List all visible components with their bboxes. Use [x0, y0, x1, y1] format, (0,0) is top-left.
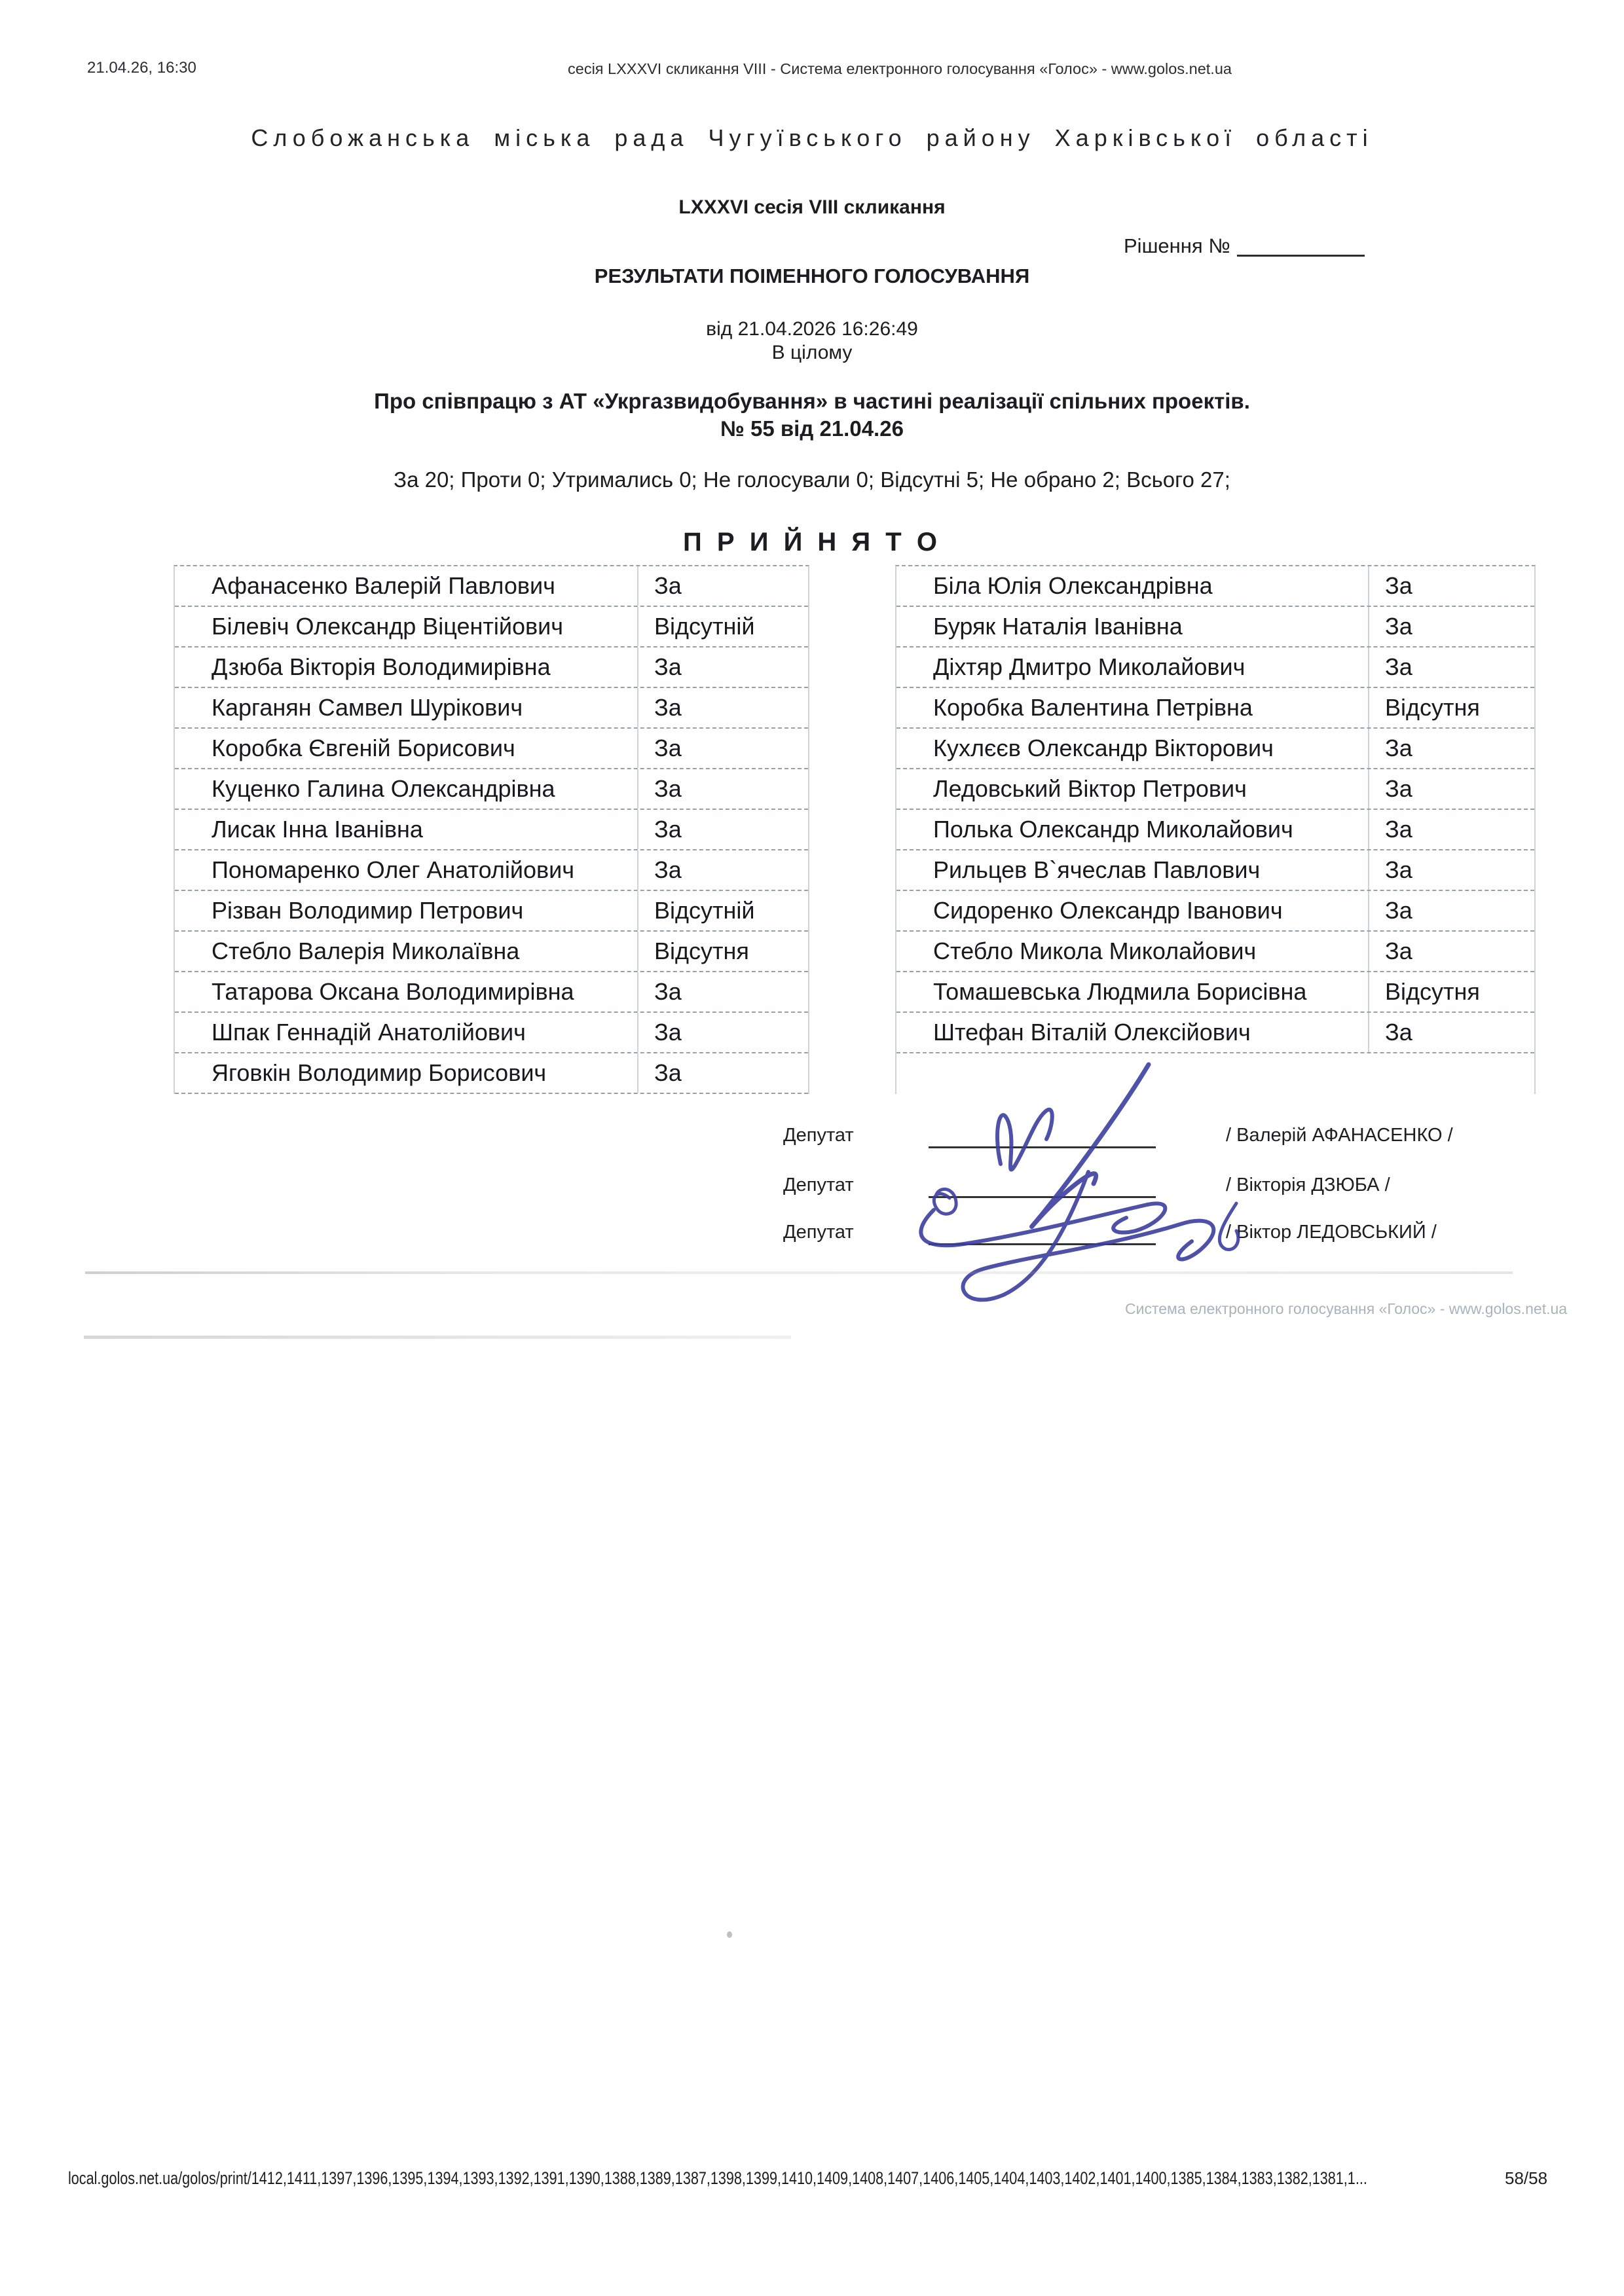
- vote-value: За: [637, 769, 808, 809]
- vote-value: Відсутній: [637, 607, 808, 646]
- deputy-name: Ледовський Віктор Петрович: [933, 775, 1247, 802]
- subject-line-1: Про співпрацю з АТ «Укргазвидобування» в частині реалізації спільних проектів.: [374, 389, 1250, 413]
- deputy-name: Полька Олександр Миколайович: [933, 816, 1293, 843]
- deputy-name: Яговкін Володимир Борисович: [212, 1059, 547, 1086]
- deputy-name: Шпак Геннадій Анатолійович: [212, 1019, 526, 1046]
- signature-label-3: Депутат: [783, 1222, 854, 1243]
- results-title: РЕЗУЛЬТАТИ ПОІМЕННОГО ГОЛОСУВАННЯ: [594, 264, 1030, 287]
- vote-value: За: [637, 1053, 808, 1093]
- vote-row: [175, 769, 808, 810]
- vote-value: За: [637, 850, 808, 890]
- deputy-name: Стебло Микола Миколайович: [933, 938, 1257, 964]
- vote-value: За: [637, 688, 808, 727]
- page-indicator: 58/58: [1505, 2168, 1548, 2188]
- vote-row: [175, 932, 808, 972]
- vote-value: За: [1368, 607, 1534, 646]
- deputy-name: Коробка Валентина Петрівна: [933, 694, 1253, 721]
- vote-value: За: [1368, 810, 1534, 849]
- vote-row: [896, 810, 1534, 850]
- deputy-name: Афанасенко Валерій Павлович: [212, 572, 555, 599]
- signature-name-2: / Вікторія ДЗЮБА /: [1226, 1175, 1390, 1195]
- scan-artifact-dot: [727, 1931, 732, 1938]
- vote-row: [896, 607, 1534, 647]
- vote-value: За: [1368, 566, 1534, 606]
- vote-value: За: [637, 729, 808, 768]
- print-timestamp: 21.04.26, 16:30: [87, 59, 196, 77]
- vote-summary: За 20; Проти 0; Утримались 0; Не голосували 0; Відсутні 5; Не обрано 2; Всього 27;: [394, 467, 1230, 492]
- vote-value: За: [1368, 850, 1534, 890]
- vote-value: За: [637, 647, 808, 687]
- signature-name-3: / Віктор ЛЕДОВСЬКИЙ /: [1226, 1222, 1437, 1243]
- vote-table-left: [174, 565, 809, 1094]
- vote-scope: В цілому: [771, 342, 853, 363]
- print-header-title: сесія LXXXVI скликання VIII - Система електронного голосування «Голос» - www.golos.net.ua: [568, 60, 1232, 77]
- vote-value: За: [1368, 1013, 1534, 1052]
- vote-row: [896, 566, 1534, 607]
- deputy-name: Дзюба Вікторія Володимирівна: [212, 653, 551, 680]
- vote-value: За: [637, 810, 808, 849]
- vote-value: За: [1368, 769, 1534, 809]
- deputy-name: Коробка Євгеній Борисович: [212, 735, 515, 761]
- vote-row: [896, 1013, 1534, 1053]
- vote-row: [896, 972, 1534, 1013]
- vote-row: [896, 891, 1534, 932]
- vote-row: [175, 1013, 808, 1053]
- deputy-name: Сидоренко Олександр Іванович: [933, 897, 1283, 924]
- deputy-name: Різван Володимир Петрович: [212, 897, 524, 924]
- vote-value: Відсутній: [637, 891, 808, 930]
- vote-value: Відсутня: [637, 932, 808, 971]
- vote-value: За: [1368, 729, 1534, 768]
- handwritten-signature-ink: [871, 1053, 1310, 1315]
- vote-value: За: [637, 972, 808, 1011]
- print-footer-url: local.golos.net.ua/golos/print/1412,1411,1397,1396,1395,1394,1393,1392,1391,1390,1388,1389,1387,1398,1399,1410,1409,1408,1407,1406,1405,1404,1403,1402,1401,1400,1385,1384,1383,1382,1381,1...: [68, 2168, 1367, 2188]
- vote-row: [175, 607, 808, 647]
- vote-value: За: [637, 566, 808, 606]
- vote-row: [175, 688, 808, 729]
- decision-number-blank: [1237, 255, 1365, 257]
- vote-row: [175, 647, 808, 688]
- deputy-name: Кухлєєв Олександр Вікторович: [933, 735, 1274, 761]
- vote-value: Відсутня: [1368, 688, 1534, 727]
- deputy-name: Стебло Валерія Миколаївна: [212, 938, 520, 964]
- system-watermark: Система електронного голосування «Голос» - www.golos.net.ua: [1125, 1300, 1568, 1317]
- vote-tables: [174, 565, 1536, 1094]
- deputy-name: Карганян Самвел Шурікович: [212, 694, 523, 721]
- vote-row: [896, 932, 1534, 972]
- signature-label-1: Депутат: [783, 1125, 854, 1146]
- vote-row: [175, 891, 808, 932]
- deputy-name: Томашевська Людмила Борисівна: [933, 978, 1307, 1005]
- vote-result: П Р И Й Н Я Т О: [683, 528, 941, 556]
- vote-value: За: [1368, 932, 1534, 971]
- vote-row: [896, 729, 1534, 769]
- vote-row: [896, 769, 1534, 810]
- deputy-name: Біла Юлія Олександрівна: [933, 572, 1213, 599]
- vote-row: [896, 850, 1534, 891]
- vote-row: [175, 972, 808, 1013]
- vote-datetime: від 21.04.2026 16:26:49: [706, 318, 918, 340]
- scan-artifact-streak: [85, 1271, 1513, 1274]
- vote-row: [175, 810, 808, 850]
- vote-value: За: [1368, 891, 1534, 930]
- vote-row: [896, 647, 1534, 688]
- vote-value: Відсутня: [1368, 972, 1534, 1011]
- signature-name-1: / Валерій АФАНАСЕНКО /: [1226, 1125, 1453, 1146]
- vote-row: [175, 1053, 808, 1094]
- deputy-name: Лисак Інна Іванівна: [212, 816, 423, 843]
- deputy-name: Татарова Оксана Володимирівна: [212, 978, 574, 1005]
- deputy-name: Штефан Віталій Олексійович: [933, 1019, 1251, 1046]
- deputy-name: Пономаренко Олег Анатолійович: [212, 856, 574, 883]
- deputy-name: Діхтяр Дмитро Миколайович: [933, 653, 1246, 680]
- decision-number-line: [1124, 234, 1365, 258]
- deputy-name: Рильцев В`ячеслав Павлович: [933, 856, 1261, 883]
- vote-value: За: [1368, 647, 1534, 687]
- vote-table-right: [895, 565, 1536, 1094]
- vote-row: [175, 566, 808, 607]
- deputy-name: Білевіч Олександр Віцентійович: [212, 613, 563, 640]
- signature-label-2: Депутат: [783, 1175, 854, 1195]
- decision-label: Рішення №: [1124, 234, 1230, 257]
- session-line: LXXXVI сесія VIII скликання: [678, 196, 946, 218]
- deputy-name: Куценко Галина Олександрівна: [212, 775, 555, 802]
- scan-artifact-streak: [84, 1336, 791, 1339]
- vote-row: [175, 729, 808, 769]
- vote-row: [175, 850, 808, 891]
- council-title: Слобожанська міська рада Чугуївського району Харківської області: [251, 124, 1373, 151]
- subject-line-2: № 55 від 21.04.26: [720, 416, 904, 441]
- deputy-name: Буряк Наталія Іванівна: [933, 613, 1183, 640]
- vote-value: За: [637, 1013, 808, 1052]
- vote-row: [896, 688, 1534, 729]
